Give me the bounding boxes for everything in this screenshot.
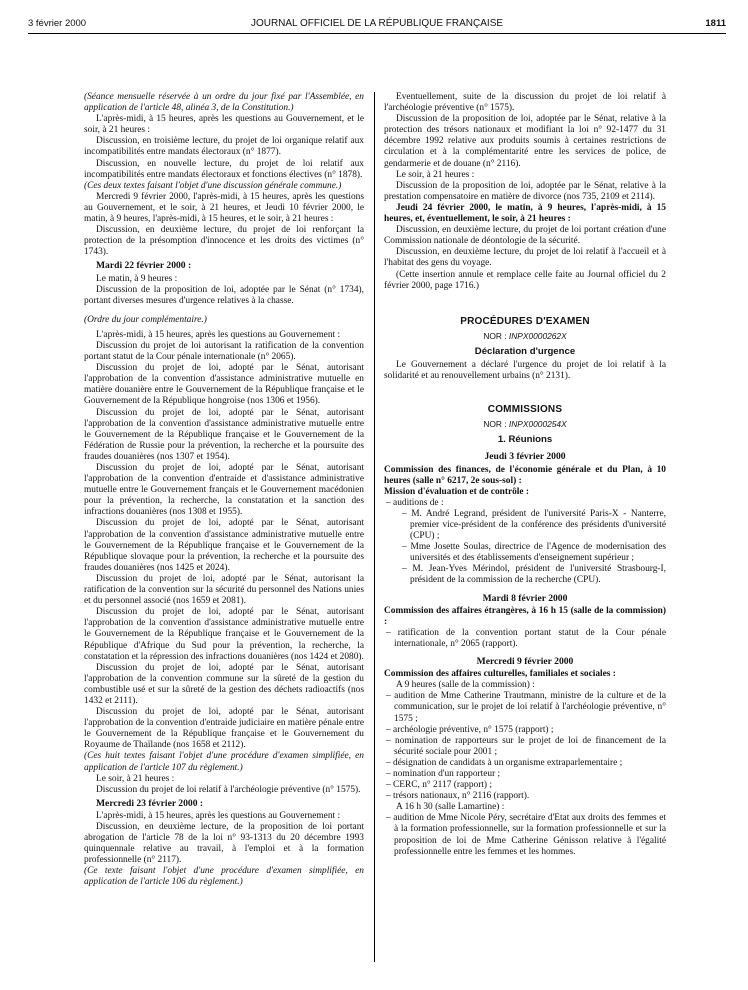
list-item: – Mme Josette Soulas, directrice de l'Agence de modernisation des universités et des établissements d'enseignement supérieur ; xyxy=(402,542,666,564)
paragraph: (Ordre du jour complémentaire.) xyxy=(84,314,207,325)
paragraph: Discussion du projet de loi, adopté par le Sénat, autorisant l'approbation de la convention d'assistance administrative mutuelle entre le Gouvernement de la République française et le Gouvernement de la République slovaque pour la prévention, la recherche et la poursuite des fraudes douanières (nos 1425 et 2024). xyxy=(84,518,364,573)
section-title: PROCÉDURES D'EXAMEN xyxy=(460,315,590,327)
column-divider xyxy=(374,92,375,962)
paragraph: Commission des finances, de l'économie générale et du Plan, à 10 heures (salle n° 6217, 2e sous-sol) : xyxy=(384,464,666,486)
paragraph: Discussion du projet de loi, adopté par le Sénat, autorisant l'approbation de la convention d'entraide et d'assistance administrative mutuelle entre le Gouvernement français et le Gouvernement macédonien pour la prévention, la recherche, la constatation et la sanction des infractions douanières (nos 1308 et 1955). xyxy=(84,463,364,518)
paragraph: Le matin, à 9 heures : xyxy=(96,273,178,284)
paragraph: Jeudi 24 février 2000, le matin, à 9 heures, l'après-midi, à 15 heures, et, éventuellement, le soir, à 21 heures : xyxy=(384,202,666,225)
paragraph: Discussion, en deuxième lecture, du projet de loi renforçant la protection de la présomption d'innocence et les droits des victimes (n° 1743). xyxy=(84,225,364,258)
header-rule xyxy=(28,33,726,34)
header-date: 3 février 2000 xyxy=(28,18,87,29)
date-heading: Mardi 8 février 2000 xyxy=(482,592,568,604)
paragraph: Discussion, en troisième lecture, du projet de loi organique relatif aux incompatibilités entre mandats électoraux (n° 1877). xyxy=(84,136,364,158)
paragraph: Discussion du projet de loi relatif à l'archéologie préventive (n° 1575). xyxy=(96,784,361,795)
paragraph: (Ces deux textes faisant l'objet d'une discussion générale commune.) xyxy=(84,180,342,191)
paragraph: (Cette insertion annule et remplace celle faite au Journal officiel du 2 février 2000, page 1716.) xyxy=(384,269,666,291)
list xyxy=(384,628,666,650)
list-item: – audition de Mme Catherine Trautmann, ministre de la culture et de la communication, sur le projet de loi relatif à l'archéologie préventive, n° 1575 ; xyxy=(386,691,666,724)
nor-label: NOR : xyxy=(483,330,507,341)
paragraph: (Ces huit textes faisant l'objet d'une procédure d'examen simplifiée, en application de l'article 107 du règlement.) xyxy=(84,751,364,773)
paragraph: Discussion de la proposition de loi, adoptée par le Sénat (n° 1734), portant diverses mesures d'urgence relatives à la chasse. xyxy=(84,284,364,306)
paragraph: Discussion, en deuxième lecture, du projet de loi portant création d'une Commission nationale de déontologie de la sécurité. xyxy=(384,225,666,247)
subsection-title: Déclaration d'urgence xyxy=(474,345,576,357)
paragraph: Discussion, en nouvelle lecture, du projet de loi relatif aux incompatibilités entre mandats électoraux et fonctions électives (n° 1878). xyxy=(84,158,364,180)
paragraph: L'après-midi, à 15 heures, après les questions au Gouvernement : xyxy=(96,810,341,821)
page-header xyxy=(28,18,726,32)
section-title: COMMISSIONS xyxy=(487,404,563,416)
paragraph: Discussion de la proposition de loi, adoptée par le Sénat, relative à la protection des trésors nationaux et modifiant la loi n° 92-1477 du 31 décembre 1992 relative aux produits soumis à certaines restrictions de circulation et à la complémentarité entre les services de police, de gendarmerie et de douane (n° 2116). xyxy=(384,114,666,169)
paragraph: Commission des affaires étrangères, à 16 h 15 (salle de la commission) : xyxy=(384,605,666,627)
paragraph: (Ce texte faisant l'objet d'une procédure d'examen simplifiée, en application de l'article 106 du règlement.) xyxy=(84,866,364,888)
paragraph: Discussion du projet de loi, adopté par le Sénat, autorisant l'approbation de la convention d'assistance administrative mutuelle entre le Gouvernement de la République française et le Gouvernement de la République d'Afrique du Sud pour la prévention, la recherche, la constatation et la répression des infractions douanières (nos 1424 et 2080). xyxy=(84,607,364,662)
paragraph: Commission des affaires culturelles, familiales et sociales : xyxy=(384,669,616,680)
list-item: – archéologie préventive, n° 1575 (rapport) ; xyxy=(386,724,554,735)
date-heading: Mercredi 9 février 2000 xyxy=(476,656,574,668)
paragraph: Discussion du projet de loi autorisant la ratification de la convention portant statut de la Cour pénale internationale (n° 2065). xyxy=(84,340,364,363)
paragraph: Discussion du projet de loi, adopté par le Sénat, autorisant l'approbation de la convention commune sur la sûreté de la gestion du combustible usé et sur la sûreté de la gestion des déchets radioactifs (nos 1432 et 2111). xyxy=(84,662,364,706)
list xyxy=(384,813,666,857)
list xyxy=(384,691,666,802)
day-heading: Mardi 22 février 2000 : xyxy=(96,260,192,272)
paragraph: Discussion, en deuxième lecture, du projet de loi relatif à l'accueil et à l'habitat des gens du voyage. xyxy=(384,247,666,269)
list xyxy=(384,498,666,509)
left-column xyxy=(84,92,364,889)
list-item: – CERC, n° 2117 (rapport) ; xyxy=(386,780,492,791)
list-item: – M. Jean-Yves Mérindol, président de l'université Strasbourg-I, président de la commission de la recherche (CPU). xyxy=(402,564,666,586)
nor-reference xyxy=(384,419,666,430)
paragraph: Le Gouvernement a déclaré l'urgence du projet de loi relatif à la solidarité et au renouvellement urbains (n° 2131). xyxy=(384,359,666,382)
list xyxy=(384,509,666,587)
paragraph: Discussion du projet de loi, adopté par le Sénat, autorisant l'approbation de la convention d'assistance administrative mutuelle entre le Gouvernement de la République française et le Gouvernement de la Fédération de Russie pour la prévention, la recherche et la poursuite des fraudes douanières (nos 1307 et 1954). xyxy=(84,407,364,462)
list-item: – nomination de rapporteurs sur le projet de loi de financement de la sécurité sociale pour 2001 ; xyxy=(386,735,666,757)
list-item: – désignation de candidats à un organisme extraparlementaire ; xyxy=(386,757,623,768)
list-item: – M. André Legrand, président de l'université Paris-X - Nanterre, premier vice-président de la conférence des présidents d'université (CPU) ; xyxy=(402,508,666,542)
list-item: – audition de Mme Nicole Péry, secrétaire d'Etat aux droits des femmes et à la formation professionnelle, sur la formation professionnelle et sur la proposition de loi de Mme Catherine Génisson relative à l'égalité professionnelle entre les femmes et les hommes. xyxy=(386,813,666,857)
page-number: 1811 xyxy=(705,18,726,29)
nor-label: NOR : xyxy=(483,419,507,430)
date-heading: Jeudi 3 février 2000 xyxy=(484,451,566,463)
right-column xyxy=(384,92,666,858)
list-item: – nomination d'un rapporteur ; xyxy=(386,768,501,779)
list-item: – auditions de : xyxy=(386,497,444,508)
paragraph: L'après-midi, à 15 heures, après les questions au Gouvernement, et le soir, à 21 heures : xyxy=(84,114,364,136)
subsection-title: 1. Réunions xyxy=(497,434,553,446)
nor-code: INPX0000262X xyxy=(508,330,567,341)
paragraph: Discussion du projet de loi, adopté par le Sénat, autorisant la ratification de la convention sur la sécurité du personnel des Nations unies et du personnel associé (nos 1659 et 2081). xyxy=(84,573,364,607)
paragraph: Le soir, à 21 heures : xyxy=(96,773,175,784)
list-item: – ratification de la convention portant statut de la Cour pénale internationale, n° 2065 (rapport). xyxy=(386,627,666,649)
paragraph: Discussion du projet de loi, adopté par le Sénat, autorisant l'approbation de la convention d'entraide judiciaire en matière pénale entre le Gouvernement de la République française et le Gouvernement du Royaume de Thaïlande (nos 1658 et 2112). xyxy=(84,707,364,751)
paragraph: Mercredi 9 février 2000, l'après-midi, à 15 heures, après les questions au Gouvernement, et le soir, à 21 heures, et Jeudi 10 février 2000, le matin, à 9 heures, l'après-midi, à 15 heures, et le soir, à 21 heures : xyxy=(84,191,364,225)
day-heading: Mercredi 23 février 2000 : xyxy=(96,797,204,809)
journal-title: JOURNAL OFFICIEL DE LA RÉPUBLIQUE FRANÇAISE xyxy=(250,18,504,29)
nor-code: INPX0000254X xyxy=(508,419,567,430)
paragraph: Discussion du projet de loi, adopté par le Sénat, autorisant l'approbation de la convention d'assistance administrative mutuelle en matière douanière entre le Gouvernement de la République française et le Gouvernement de la République hongroise (nos 1306 et 1956). xyxy=(84,363,364,407)
paragraph: A 16 h 30 (salle Lamartine) : xyxy=(396,802,505,813)
paragraph: Discussion de la proposition de loi, adoptée par le Sénat, relative à la prestation compensatoire en matière de divorce (nos 735, 2109 et 2114). xyxy=(384,180,666,202)
paragraph: L'après-midi, à 15 heures, après les questions au Gouvernement : xyxy=(96,329,341,340)
nor-reference xyxy=(384,331,666,342)
list-item: – trésors nationaux, n° 2116 (rapport). xyxy=(386,791,530,802)
paragraph: Eventuellement, suite de la discussion du projet de loi relatif à l'archéologie préventive (n° 1575). xyxy=(384,92,666,114)
paragraph: Le soir, à 21 heures : xyxy=(396,169,475,180)
paragraph: A 9 heures (salle de la commission) : xyxy=(396,680,535,691)
paragraph: Discussion, en deuxième lecture, de la proposition de loi portant abrogation de l'article 78 de la loi n° 93-1313 du 20 décembre 1993 quinquennale relative au travail, à l'emploi et à la formation professionnelle (n° 2117). xyxy=(84,822,364,866)
paragraph: Mission d'évaluation et de contrôle : xyxy=(384,486,530,497)
paragraph: (Séance mensuelle réservée à un ordre du jour fixé par l'Assemblée, en application de l'article 48, alinéa 3, de la Constitution.) xyxy=(84,92,364,114)
